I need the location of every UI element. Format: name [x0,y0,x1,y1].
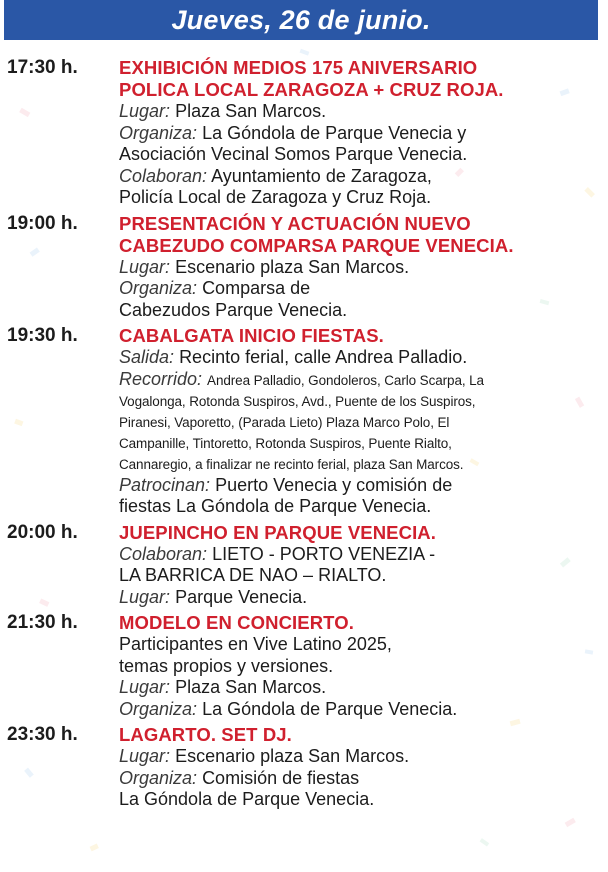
event-title-line: CABALGATA INICIO FIESTAS. [119,325,384,346]
event-colaboran [119,166,599,188]
salida-value: Recinto ferial, calle Andrea Palladio. [179,347,468,367]
event-2000 [0,522,608,609]
event-description: Participantes en Vive Latino 2025, [119,634,392,654]
recorrido-value-cont: Vogalonga, Rotonda Suspiros, Avd., Puente de los Suspiros, [119,393,476,409]
colaboran-value-cont: LA BARRICA DE NAO – RIALTO. [119,565,387,585]
event-time: 21:30 h. [7,612,78,633]
lugar-label: Lugar: [119,101,171,121]
event-salida [119,347,599,369]
organiza-label: Organiza: [119,122,198,143]
lugar-value: Escenario plaza San Marcos. [175,746,410,766]
patrocinan-value-cont: fiestas La Góndola de Parque Venecia. [119,496,432,516]
recorrido-value-cont: Campanille, Tintoretto, Rotonda Suspiros, Puente Rialto, [119,435,452,451]
lugar-value: Parque Venecia. [175,586,308,607]
event-organiza [119,768,599,790]
event-organiza [119,123,599,145]
day-header [4,0,598,40]
colaboran-label: Colaboran: [119,165,208,186]
event-lugar [119,677,599,699]
event-1930 [0,325,608,518]
event-lugar [119,101,599,123]
event-time: 19:30 h. [7,325,78,346]
organiza-value: La Góndola de Parque Venecia y [202,122,467,143]
lugar-label: Lugar: [119,586,171,607]
organiza-label: Organiza: [119,767,198,788]
organiza-value-cont: La Góndola de Parque Venecia. [119,789,375,809]
event-description-cont: temas propios y versiones. [119,655,334,676]
event-lugar [119,257,599,279]
event-lugar [119,746,599,768]
event-title-line: POLICA LOCAL ZARAGOZA + CRUZ ROJA. [119,79,504,100]
lugar-value: Plaza San Marcos. [175,101,327,121]
event-time: 23:30 h. [7,724,78,745]
organiza-label: Organiza: [119,278,198,298]
event-organiza [119,278,599,300]
recorrido-value: Andrea Palladio, Gondoleros, Carlo Scarpa, La [207,372,484,388]
event-patrocinan [119,475,599,497]
recorrido-value-cont: Cannaregio, a finalizar ne recinto ferial, plaza San Marcos. [119,456,464,472]
colaboran-value-cont: Policía Local de Zaragoza y Cruz Roja. [119,187,432,207]
lugar-value: Escenario plaza San Marcos. [175,256,410,277]
event-title-line: PRESENTACIÓN Y ACTUACIÓN NUEVO [119,212,471,234]
lugar-label: Lugar: [119,677,171,697]
patrocinan-label: Patrocinan: [119,474,211,495]
organiza-label: Organiza: [119,698,198,719]
recorrido-value-cont: Piranesi, Vaporetto, (Parada Lieto) Plaza Marco Polo, El [119,414,450,430]
event-recorrido [119,369,599,391]
event-title-line: CABEZUDO COMPARSA PARQUE VENECIA. [119,234,514,256]
organiza-value: Comparsa de [202,278,311,298]
event-title-line: JUEPINCHO EN PARQUE VENECIA. [119,521,437,543]
organiza-value-cont: Cabezudos Parque Venecia. [119,299,348,320]
event-organiza [119,699,599,721]
event-colaboran [119,544,599,566]
colaboran-label: Colaboran: [119,543,208,564]
event-2330 [0,724,608,811]
lugar-label: Lugar: [119,746,171,766]
event-title-line: MODELO EN CONCIERTO. [119,612,354,633]
organiza-value: Comisión de fiestas [202,767,360,788]
organiza-value: La Góndola de Parque Venecia. [202,698,458,719]
colaboran-value: Ayuntamiento de Zaragoza, [211,165,432,186]
recorrido-label: Recorrido: [119,368,203,389]
salida-label: Salida: [119,347,175,367]
lugar-value: Plaza San Marcos. [175,677,327,697]
event-title-line: EXHIBICIÓN MEDIOS 175 ANIVERSARIO [119,57,478,78]
event-2130 [0,612,608,720]
event-title-line: LAGARTO. SET DJ. [119,724,292,745]
patrocinan-value: Puerto Venecia y comisión de [215,474,453,495]
organiza-value-cont: Asociación Vecinal Somos Parque Venecia. [119,144,468,164]
event-time: 19:00 h. [7,212,78,234]
colaboran-value: LIETO - PORTO VENEZIA - [212,543,436,564]
event-1900 [0,213,608,322]
event-time: 20:00 h. [7,521,78,543]
lugar-label: Lugar: [119,256,171,277]
event-list [0,57,608,815]
event-1730 [0,57,608,209]
day-title: Jueves, 26 de junio. [171,4,431,35]
event-lugar [119,587,599,609]
event-time: 17:30 h. [7,57,78,78]
